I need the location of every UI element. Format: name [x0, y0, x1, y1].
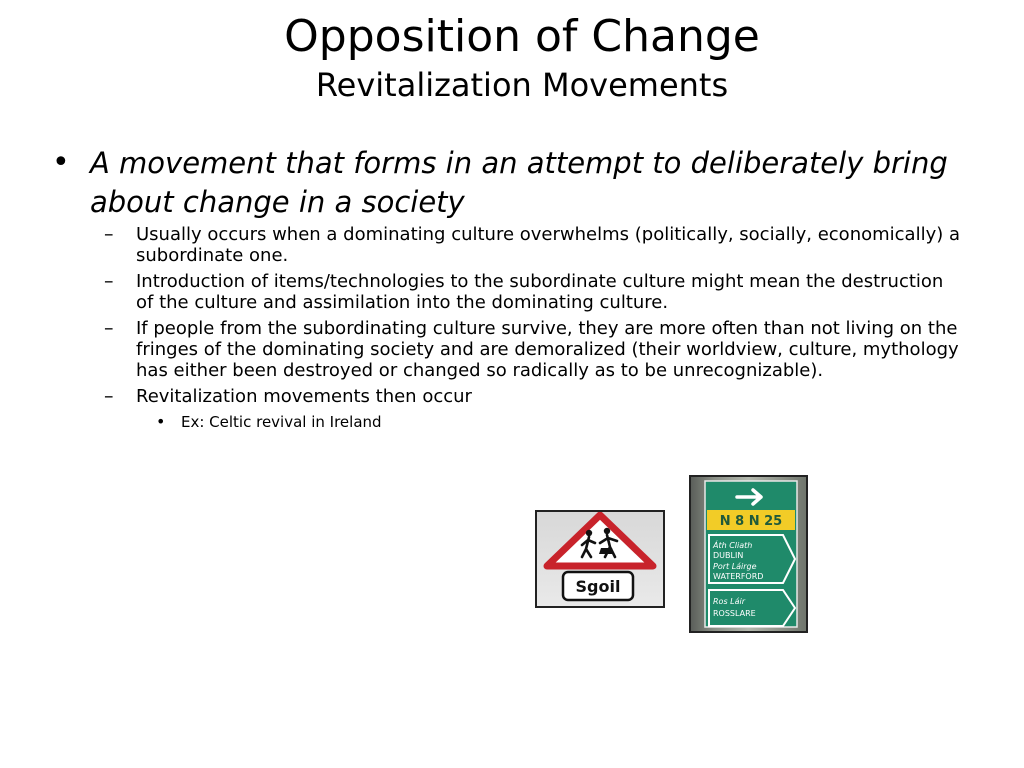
sub-sub-bullet: [156, 412, 992, 432]
main-bullet-text: A movement that forms in an attempt to deliberately bring about change in a society: [90, 146, 948, 219]
sub-bullet-text: Usually occurs when a dominating culture overwhelms (politically, socially, economically) a subordinate one.: [136, 224, 961, 266]
road-sign-dest3-irish: Ros Láir: [713, 597, 746, 606]
sub-bullet: [104, 224, 992, 266]
dash-marker: –: [104, 385, 114, 407]
road-sign-dest3-english: ROSSLARE: [713, 609, 756, 618]
sub-bullet-text: Revitalization movements then occur: [136, 386, 472, 407]
sub-bullet: [104, 271, 992, 313]
road-sign-dest1-english: DUBLIN: [713, 551, 744, 560]
school-sign-icon: [537, 512, 663, 606]
bullet-marker: •: [156, 412, 166, 431]
sub-sub-bullet-text: Ex: Celtic revival in Ireland: [181, 413, 382, 431]
slide-title: Opposition of Change: [284, 11, 760, 62]
main-bullet: [52, 144, 992, 222]
sub-bullet-text: If people from the subordinating culture survive, they are more often than not living on the fringes of the dominating society and are demoralized (their worldview, culture, mythology has either been destroyed or changed so radically as to be unrecognizable).: [136, 318, 959, 381]
road-sign-dest2-irish: Port Láirge: [713, 562, 757, 571]
sub-bullet-list: [104, 224, 992, 432]
sub-bullet-text: Introduction of items/technologies to the subordinate culture might mean the destruction of the culture and assimilation into the dominating culture.: [136, 271, 944, 313]
sub-bullet: [104, 386, 992, 407]
slide-subtitle: Revitalization Movements: [315, 66, 729, 104]
school-sign-label: Sgoil: [575, 577, 621, 596]
bullet-marker: •: [52, 145, 70, 180]
sub-bullet: [104, 318, 992, 381]
road-sign-icon: [691, 477, 806, 631]
road-sign-photo: [689, 475, 808, 633]
road-sign-routes: N 8 N 25: [719, 514, 783, 529]
dash-marker: –: [104, 317, 114, 339]
road-sign-dest2-english: WATERFORD: [713, 572, 764, 581]
dash-marker: –: [104, 270, 114, 292]
title-block: [0, 10, 1024, 106]
slide-content: [52, 144, 992, 432]
road-sign-dest1-irish: Áth Cliath: [713, 541, 753, 550]
school-sign-photo: [535, 510, 665, 608]
dash-marker: –: [104, 223, 114, 245]
